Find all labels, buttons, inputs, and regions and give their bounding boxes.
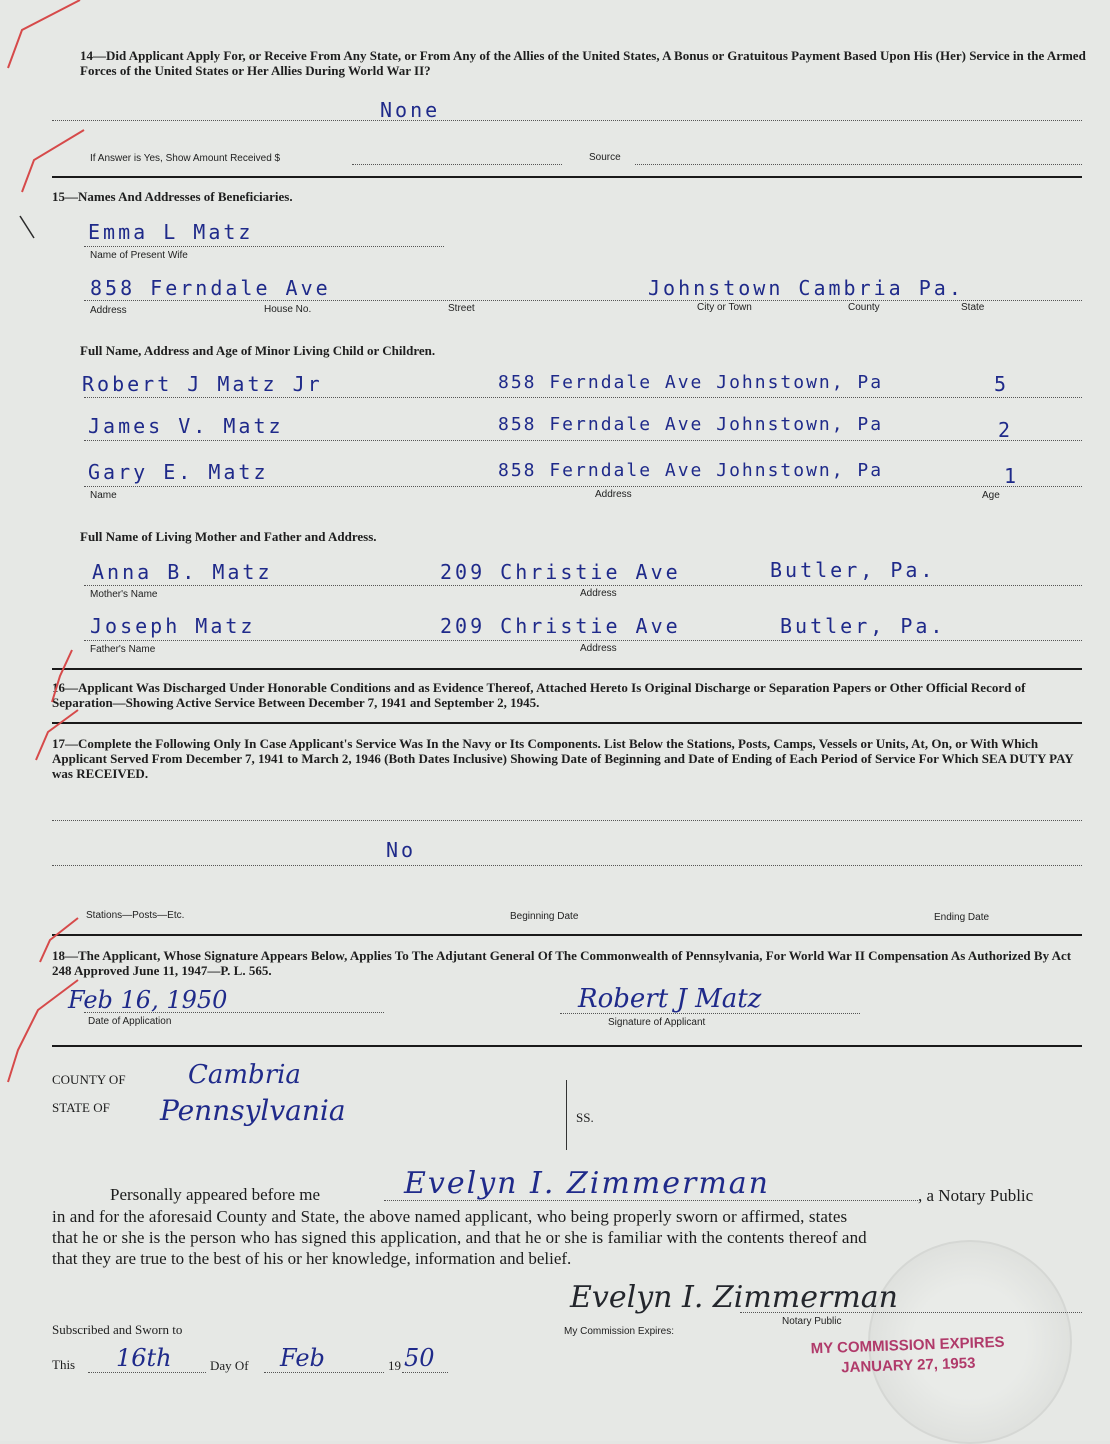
ss-label: SS. [576, 1110, 594, 1125]
city-label: City or Town [697, 302, 752, 313]
q14-answer-line [52, 120, 1082, 121]
child-age-label: Age [982, 490, 1000, 501]
section-divider [52, 1045, 1082, 1047]
father-address-value: 209 Christie Ave [440, 614, 681, 638]
stations-label: Stations—Posts—Etc. [86, 910, 185, 921]
mother-address-value: 209 Christie Ave [440, 560, 681, 584]
notary-public-label: Notary Public [782, 1316, 842, 1327]
tick-mark [20, 216, 34, 238]
child-2-line [84, 440, 1082, 441]
father-line [84, 640, 1082, 641]
subscribed-label: Subscribed and Sworn to [52, 1322, 183, 1337]
state-value: Pennsylvania [160, 1094, 346, 1127]
wife-name-label: Name of Present Wife [90, 250, 188, 261]
day-value: 16th [116, 1344, 172, 1372]
applicant-signature-line [560, 1013, 860, 1014]
application-date-value: Feb 16, 1950 [68, 986, 228, 1014]
ending-date-label: Ending Date [934, 912, 990, 923]
q17-line-2 [52, 865, 1082, 866]
notary-para-line-1: in and for the aforesaid County and State, the above named applicant, who being properly sworn or affirmed, states [52, 1207, 848, 1226]
month-line [264, 1372, 384, 1373]
section-divider [52, 722, 1082, 724]
state-label: STATE OF [52, 1100, 110, 1115]
notary-para-line-2: that he or she is the person who has signed this application, and that he or she is familiar with the contents thereof and [52, 1228, 867, 1247]
applicant-signature-label: Signature of Applicant [608, 1017, 706, 1028]
question-16: 16—Applicant Was Discharged Under Honorable Conditions and as Evidence Thereof, Attached Hereto Is Original Discharge or Separation Papers or Other Official Record of Separation—Showing Active Service Between December 7, 1941 and September 2, 1945. [52, 680, 1026, 710]
check-mark [8, 980, 78, 1082]
child-1-age: 5 [994, 372, 1010, 396]
q17-answer: No [386, 838, 417, 862]
beginning-date-label: Beginning Date [510, 911, 579, 922]
year-prefix: 19 [388, 1358, 401, 1373]
notary-signature: Evelyn I. Zimmerman [570, 1280, 899, 1315]
section-divider [52, 934, 1082, 936]
mother-city-value: Butler, Pa. [770, 558, 936, 582]
father-name-value: Joseph Matz [90, 614, 256, 638]
county-label: County [848, 302, 880, 313]
parents-heading: Full Name of Living Mother and Father and Address. [80, 529, 377, 544]
address-label: Address [90, 305, 127, 316]
child-1-address: 858 Ferndale Ave Johnstown, Pa [498, 372, 884, 393]
child-name-label: Name [90, 490, 117, 501]
question-14: 14—Did Applicant Apply For, or Receive From Any State, or From Any of the Allies of the United States, A Bonus or Gratuitous Payment Based Upon His (Her) Service in the Armed Forces of the United States or Her Allies During World War II? [80, 48, 1086, 78]
this-label: This [52, 1357, 76, 1372]
day-of-label: Day Of [210, 1358, 249, 1373]
child-address-label: Address [595, 489, 632, 500]
children-heading: Full Name, Address and Age of Minor Living Child or Children. [80, 343, 436, 358]
father-name-label: Father's Name [90, 644, 156, 655]
notary-para-start: Personally appeared before me [110, 1185, 321, 1204]
red-check-marks [0, 0, 110, 1441]
application-date-line [84, 1012, 384, 1013]
mother-address-label: Address [580, 588, 617, 599]
applicant-signature: Robert J Matz [578, 984, 762, 1014]
commission-stamp [805, 1332, 1010, 1379]
child-2-name: James V. Matz [88, 414, 284, 438]
father-city-value: Butler, Pa. [780, 614, 946, 638]
child-2-age: 2 [998, 418, 1014, 442]
child-1-name: Robert J Matz Jr [82, 372, 323, 396]
month-value: Feb [280, 1344, 325, 1372]
question-17: 17—Complete the Following Only In Case Applicant's Service Was In the Navy or Its Components. List Below the Stations, Posts, Camps, Vessels or Units, At, On, or With Which Applicant Served From December 7, 1941 to March 2, 1946 (Both Dates Inclusive) Showing Date of Beginning and Date of Ending of Each Period of Service For Which SEA DUTY PAY was RECEIVED. [52, 736, 1074, 781]
notary-name-line [384, 1200, 918, 1201]
check-mark [22, 130, 84, 192]
house-no-label: House No. [264, 304, 312, 315]
check-mark [52, 650, 72, 702]
child-3-name: Gary E. Matz [88, 460, 269, 484]
notary-para-line-3: that they are true to the best of his or her knowledge, information and belief. [52, 1249, 572, 1268]
q14-source-line [635, 164, 1082, 165]
check-mark [8, 0, 80, 68]
stamp-line-2: JANUARY 27, 1953 [840, 1354, 976, 1377]
section-divider [52, 668, 1082, 670]
county-label: COUNTY OF [52, 1072, 126, 1087]
commission-label: My Commission Expires: [564, 1326, 675, 1337]
wife-name-value: Emma L Matz [88, 220, 254, 244]
wife-city-county-state-value: Johnstown Cambria Pa. [648, 276, 964, 300]
child-3-address: 858 Ferndale Ave Johnstown, Pa [498, 460, 884, 481]
notary-para-mid: , a Notary Public [918, 1186, 1034, 1205]
wife-address-value: 858 Ferndale Ave [90, 276, 331, 300]
wife-name-line [84, 246, 444, 247]
application-date-label: Date of Application [88, 1016, 172, 1027]
section-divider [52, 176, 1082, 178]
child-2-address: 858 Ferndale Ave Johnstown, Pa [498, 414, 884, 435]
child-1-line [84, 397, 1082, 398]
q14-amount-label: If Answer is Yes, Show Amount Received $ [90, 153, 281, 164]
year-line [402, 1372, 448, 1373]
year-value: 50 [404, 1344, 435, 1372]
address-line [84, 300, 1082, 301]
mother-name-value: Anna B. Matz [92, 560, 273, 584]
child-3-age: 1 [1004, 464, 1020, 488]
q14-source-label: Source [589, 152, 621, 163]
father-address-label: Address [580, 643, 617, 654]
check-mark [36, 710, 78, 760]
stamp-line-1: MY COMMISSION EXPIRES [810, 1333, 1005, 1358]
county-value: Cambria [188, 1060, 301, 1090]
q17-line-1 [52, 820, 1082, 821]
notary-signature-line [740, 1312, 1082, 1313]
mother-line [84, 585, 1082, 586]
question-15-heading: 15—Names And Addresses of Beneficiaries. [52, 189, 293, 204]
child-3-line [84, 486, 1082, 487]
q14-amount-line [352, 164, 562, 165]
check-mark [40, 918, 78, 962]
street-label: Street [448, 303, 475, 314]
notary-name-value: Evelyn I. Zimmerman [404, 1166, 771, 1201]
mother-name-label: Mother's Name [90, 589, 158, 600]
q14-answer: None [380, 98, 441, 122]
state-label: State [961, 302, 985, 313]
question-18: 18—The Applicant, Whose Signature Appears Below, Applies To The Adjutant General Of The Commonwealth of Pennsylvania, For World War II Compensation As Authorized By Act 248 Approved June 11, 1947—P. L. 565. [52, 948, 1072, 978]
